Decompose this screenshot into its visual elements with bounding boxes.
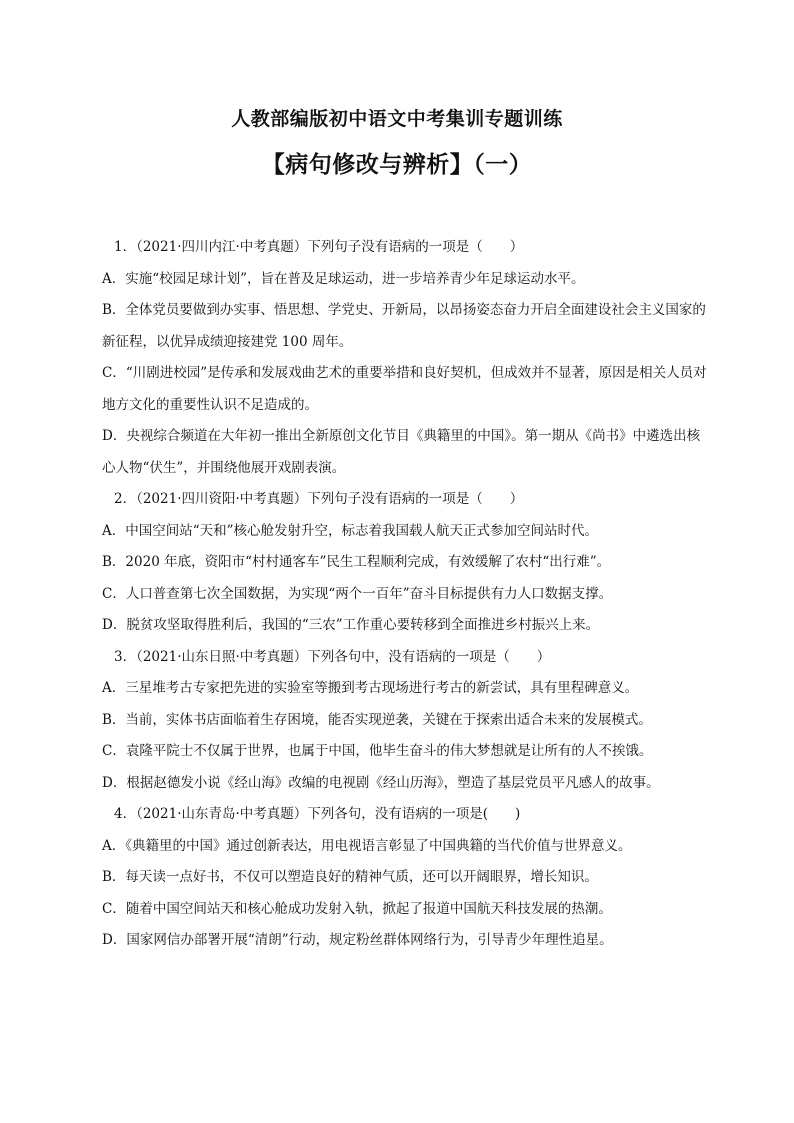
document-subtitle: 【病句修改与辨析】（一） bbox=[261, 151, 533, 178]
option-c: C．袁隆平院士不仅属于世界，也属于中国，他毕生奋斗的伟大梦想就是让所有的人不挨饿。 bbox=[102, 743, 653, 759]
option-d: D．根据赵德发小说《经山海》改编的电视剧《经山历海》，塑造了基层党员平凡感人的故事。 bbox=[102, 774, 660, 791]
question-4 bbox=[102, 799, 722, 957]
option-c-continued: 地方文化的重要性认识不足造成的。 bbox=[102, 396, 318, 413]
option-a: A．中国空间站“天和”核心舱发射升空，标志着我国载人航天正式参加空间站时代。 bbox=[102, 522, 599, 539]
option-a: A．三星堆考古专家把先进的实验室等搬到考古现场进行考古的新尝试，具有里程碑意义。 bbox=[102, 680, 639, 696]
option-d: D．脱贫攻坚取得胜利后，我国的“三农”工作重心要转移到全面推进乡村振兴上来。 bbox=[102, 617, 600, 633]
question-list bbox=[102, 232, 722, 957]
option-c: C．人口普查第七次全国数据，为实现“两个一百年”奋斗目标提供有力人口数据支撑。 bbox=[102, 585, 613, 602]
option-b: B．当前，实体书店面临着生存困境，能否实现逆袭，关键在于探索出适合未来的发展模式。 bbox=[102, 711, 652, 728]
question-stem: 4．（2021·山东青岛·中考真题）下列各句，没有语病的一项是( ) bbox=[114, 806, 521, 822]
option-b: B．全体党员要做到办实事、悟思想、学党史、开新局，以昂扬姿态奋力开启全面建设社会主义国家的 bbox=[102, 302, 706, 318]
question-stem: 1．（2021·四川内江·中考真题）下列句子没有语病的一项是（ ） bbox=[114, 239, 524, 255]
option-a: A．实施“校园足球计划”，旨在普及足球运动，进一步培养青少年足球运动水平。 bbox=[102, 270, 585, 287]
document-title: 人教部编版初中语文中考集训专题训练 bbox=[231, 108, 563, 130]
question-3 bbox=[102, 642, 722, 800]
option-b-continued: 新征程，以优异成绩迎接建党 100 周年。 bbox=[102, 333, 353, 350]
option-b: B．每天读一点好书，不仅可以塑造良好的精神气质，还可以开阔眼界，增长知识。 bbox=[102, 869, 598, 885]
question-stem: 2．（2021·四川资阳·中考真题）下列句子没有语病的一项是（ ） bbox=[114, 491, 524, 507]
question-stem: 3．（2021·山东日照·中考真题）下列各句中，没有语病的一项是（ ） bbox=[114, 648, 551, 665]
option-b: B．2020 年底，资阳市“村村通客车”民生工程顺利完成，有效缓解了农村“出行难”。 bbox=[102, 554, 611, 570]
option-d: D．国家网信办部署开展“清朗”行动，规定粉丝群体网络行为，引导青少年理性追星。 bbox=[102, 932, 613, 948]
question-2 bbox=[102, 484, 722, 642]
option-c: C．“川剧进校园”是传承和发展戏曲艺术的重要举措和良好契机，但成效并不显著，原因是相关人员对 bbox=[102, 365, 707, 381]
option-d: D．央视综合频道在大年初一推出全新原创文化节目《典籍里的中国》。第一期从《尚书》中遴选出核 bbox=[102, 428, 701, 444]
option-d-continued: 心人物“伏生”，并围绕他展开戏剧表演。 bbox=[102, 459, 346, 476]
option-c: C．随着中国空间站天和核心舱成功发射入轨，掀起了报道中国航天科技发展的热潮。 bbox=[102, 900, 612, 917]
question-1 bbox=[102, 232, 722, 484]
option-a: A．《典籍里的中国》通过创新表达，用电视语言彰显了中国典籍的当代价值与世界意义。 bbox=[102, 837, 632, 854]
